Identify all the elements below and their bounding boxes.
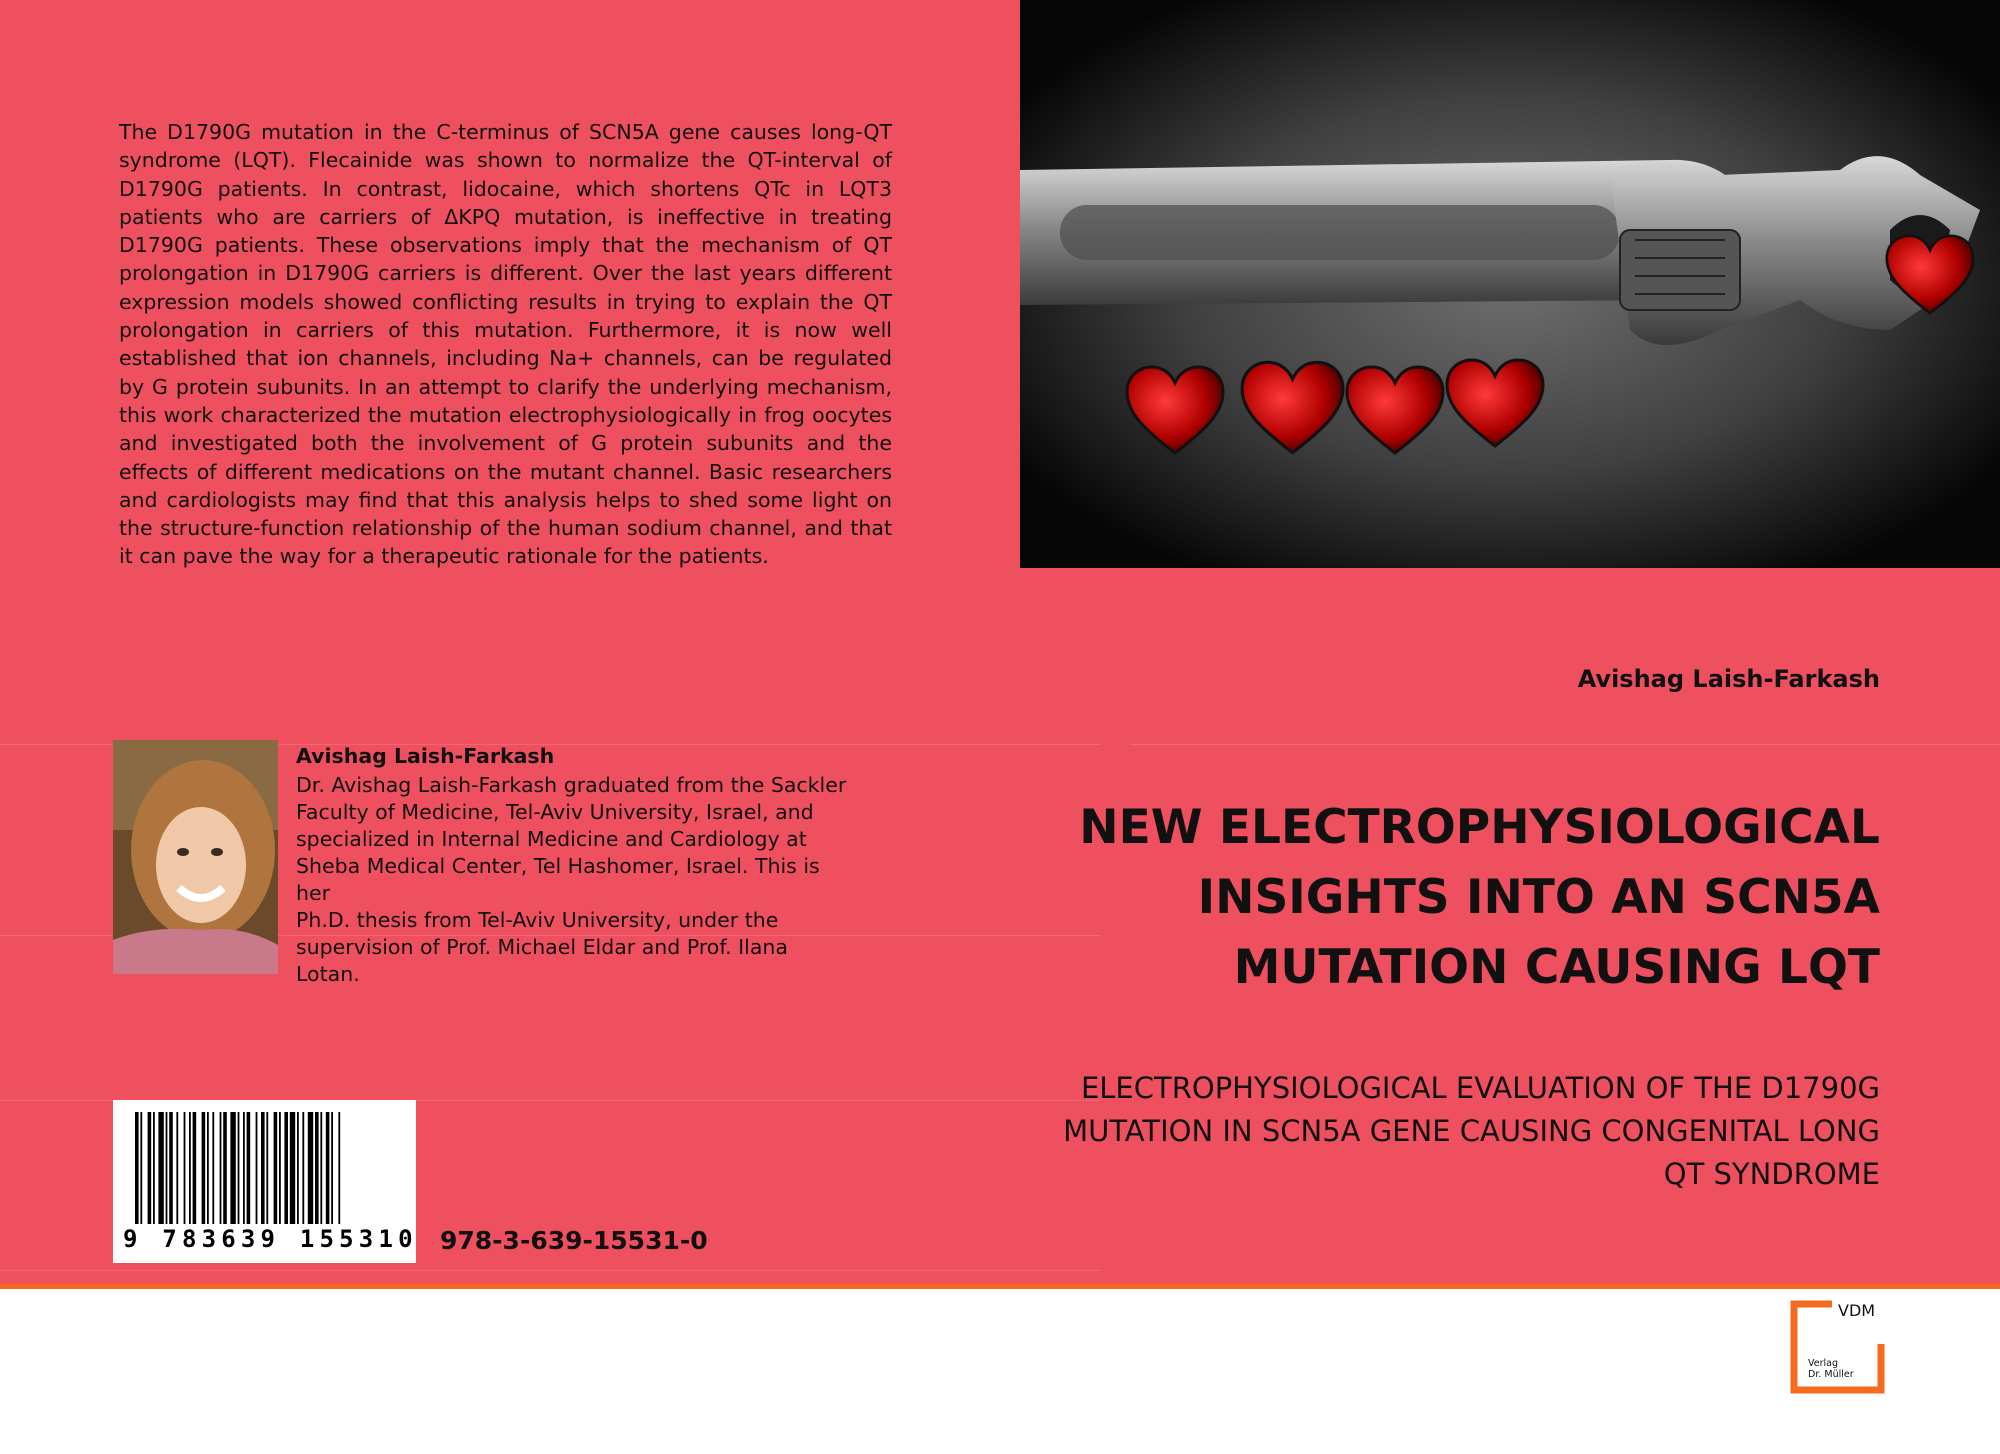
barcode-bar xyxy=(158,1112,163,1224)
imprint-line-1: Verlag xyxy=(1808,1358,1839,1369)
barcode-bar xyxy=(202,1112,206,1224)
barcode-bar xyxy=(148,1112,152,1224)
barcode-digits: 9 783639 155310 xyxy=(123,1225,418,1253)
barcode-bar xyxy=(331,1112,333,1224)
barcode-bar xyxy=(320,1112,322,1224)
barcode-bar xyxy=(238,1112,240,1224)
author-bio: Dr. Avishag Laish-Farkash graduated from the Sackler Faculty of Medicine, Tel-Aviv University, Israel, and specialized in Internal Medicine and Cardiology at Sheba Medical Center, Tel Hashomer, Israel. This is her Ph.D. thesis from Tel-Aviv University, under the supervision of Prof. Michael Eldar and Prof. Ilana Lotan. xyxy=(296,773,847,986)
barcode-bar xyxy=(230,1112,235,1224)
isbn: 978-3-639-15531-0 xyxy=(440,1226,708,1255)
barcode xyxy=(113,1100,416,1263)
barcode-bar xyxy=(297,1112,299,1224)
publisher-imprint xyxy=(1808,1358,1854,1380)
barcode-bar xyxy=(290,1112,295,1224)
back-cover-blurb: The D1790G mutation in the C-terminus of SCN5A gene causes long-QT syndrome (LQT). Flecainide was shown to normalize the QT-interval of D1790G patients. In contrast, lidocaine, which shortens QTc in LQT3 patients who are carriers of ΔKPQ mutation, is ineffective in treating D1790G patients. These observations imply that the mechanism of QT prolongation in D1790G carriers is different. Over the last years different expression models showed conflicting results in trying to explain the QT prolongation in carriers of this mutation. Furthermore, it is now well established that ion channels, including Na+ channels, can be regulated by G protein subunits. In an attempt to clarify the underlying mechanism, this work characterized the mutation electrophysiologically in frog oocytes and investigated both the involvement of G protein subunits and the effects of different medications on the mutant channel. Basic researchers and cardiologists may find that this analysis helps to shed some light on the structure-function relationship of the human sodium channel, and that it can pave the way for a therapeutic rationale for the patients. xyxy=(119,120,892,569)
barcode-bar xyxy=(284,1112,288,1224)
book-subtitle: ELECTROPHYSIOLOGICAL EVALUATION OF THE D1790G MUTATION IN SCN5A GENE CAUSING CONGENITAL LONG QT SYNDROME xyxy=(1063,1071,1880,1191)
barcode-bar xyxy=(261,1112,265,1224)
imprint-line-2: Dr. Müller xyxy=(1808,1369,1854,1380)
front-author-name: Avishag Laish-Farkash xyxy=(1577,665,1880,693)
divider xyxy=(0,1270,1100,1271)
barcode-bar xyxy=(315,1112,319,1224)
divider xyxy=(1130,744,2000,745)
barcode-bar xyxy=(184,1112,186,1224)
book-title: NEW ELECTROPHYSIOLOGICAL INSIGHTS INTO AN SCN5A MUTATION CAUSING LQT xyxy=(1079,800,1880,995)
barcode-bar xyxy=(243,1112,245,1224)
barcode-bar xyxy=(302,1112,304,1224)
barcode-bar xyxy=(274,1112,278,1224)
barcode-bar xyxy=(193,1112,197,1224)
barcode-bar xyxy=(326,1112,330,1224)
barcode-bar xyxy=(189,1112,191,1224)
barcode-bar xyxy=(169,1112,173,1224)
barcode-bar xyxy=(256,1112,258,1224)
publisher-name: VDM xyxy=(1838,1301,1876,1320)
barcode-bar xyxy=(212,1112,214,1224)
barcode-bar xyxy=(338,1112,340,1224)
barcode-bar xyxy=(166,1112,168,1224)
barcode-bar xyxy=(135,1112,139,1224)
barcode-bar xyxy=(247,1112,251,1224)
barcode-bar xyxy=(153,1112,155,1224)
bottom-strip xyxy=(0,1289,2000,1454)
barcode-bar xyxy=(207,1112,209,1224)
barcode-bar xyxy=(266,1112,268,1224)
barcode-bar xyxy=(176,1112,178,1224)
barcode-bar xyxy=(279,1112,281,1224)
back-author-name: Avishag Laish-Farkash xyxy=(296,744,555,768)
vdm-logo xyxy=(1790,1300,1885,1394)
barcode-bar xyxy=(140,1112,142,1224)
barcode-bar xyxy=(220,1112,222,1224)
author-photo xyxy=(113,740,278,974)
barcode-bar xyxy=(308,1112,313,1224)
barcode-bar xyxy=(223,1112,227,1224)
cover-image xyxy=(1020,0,2000,568)
